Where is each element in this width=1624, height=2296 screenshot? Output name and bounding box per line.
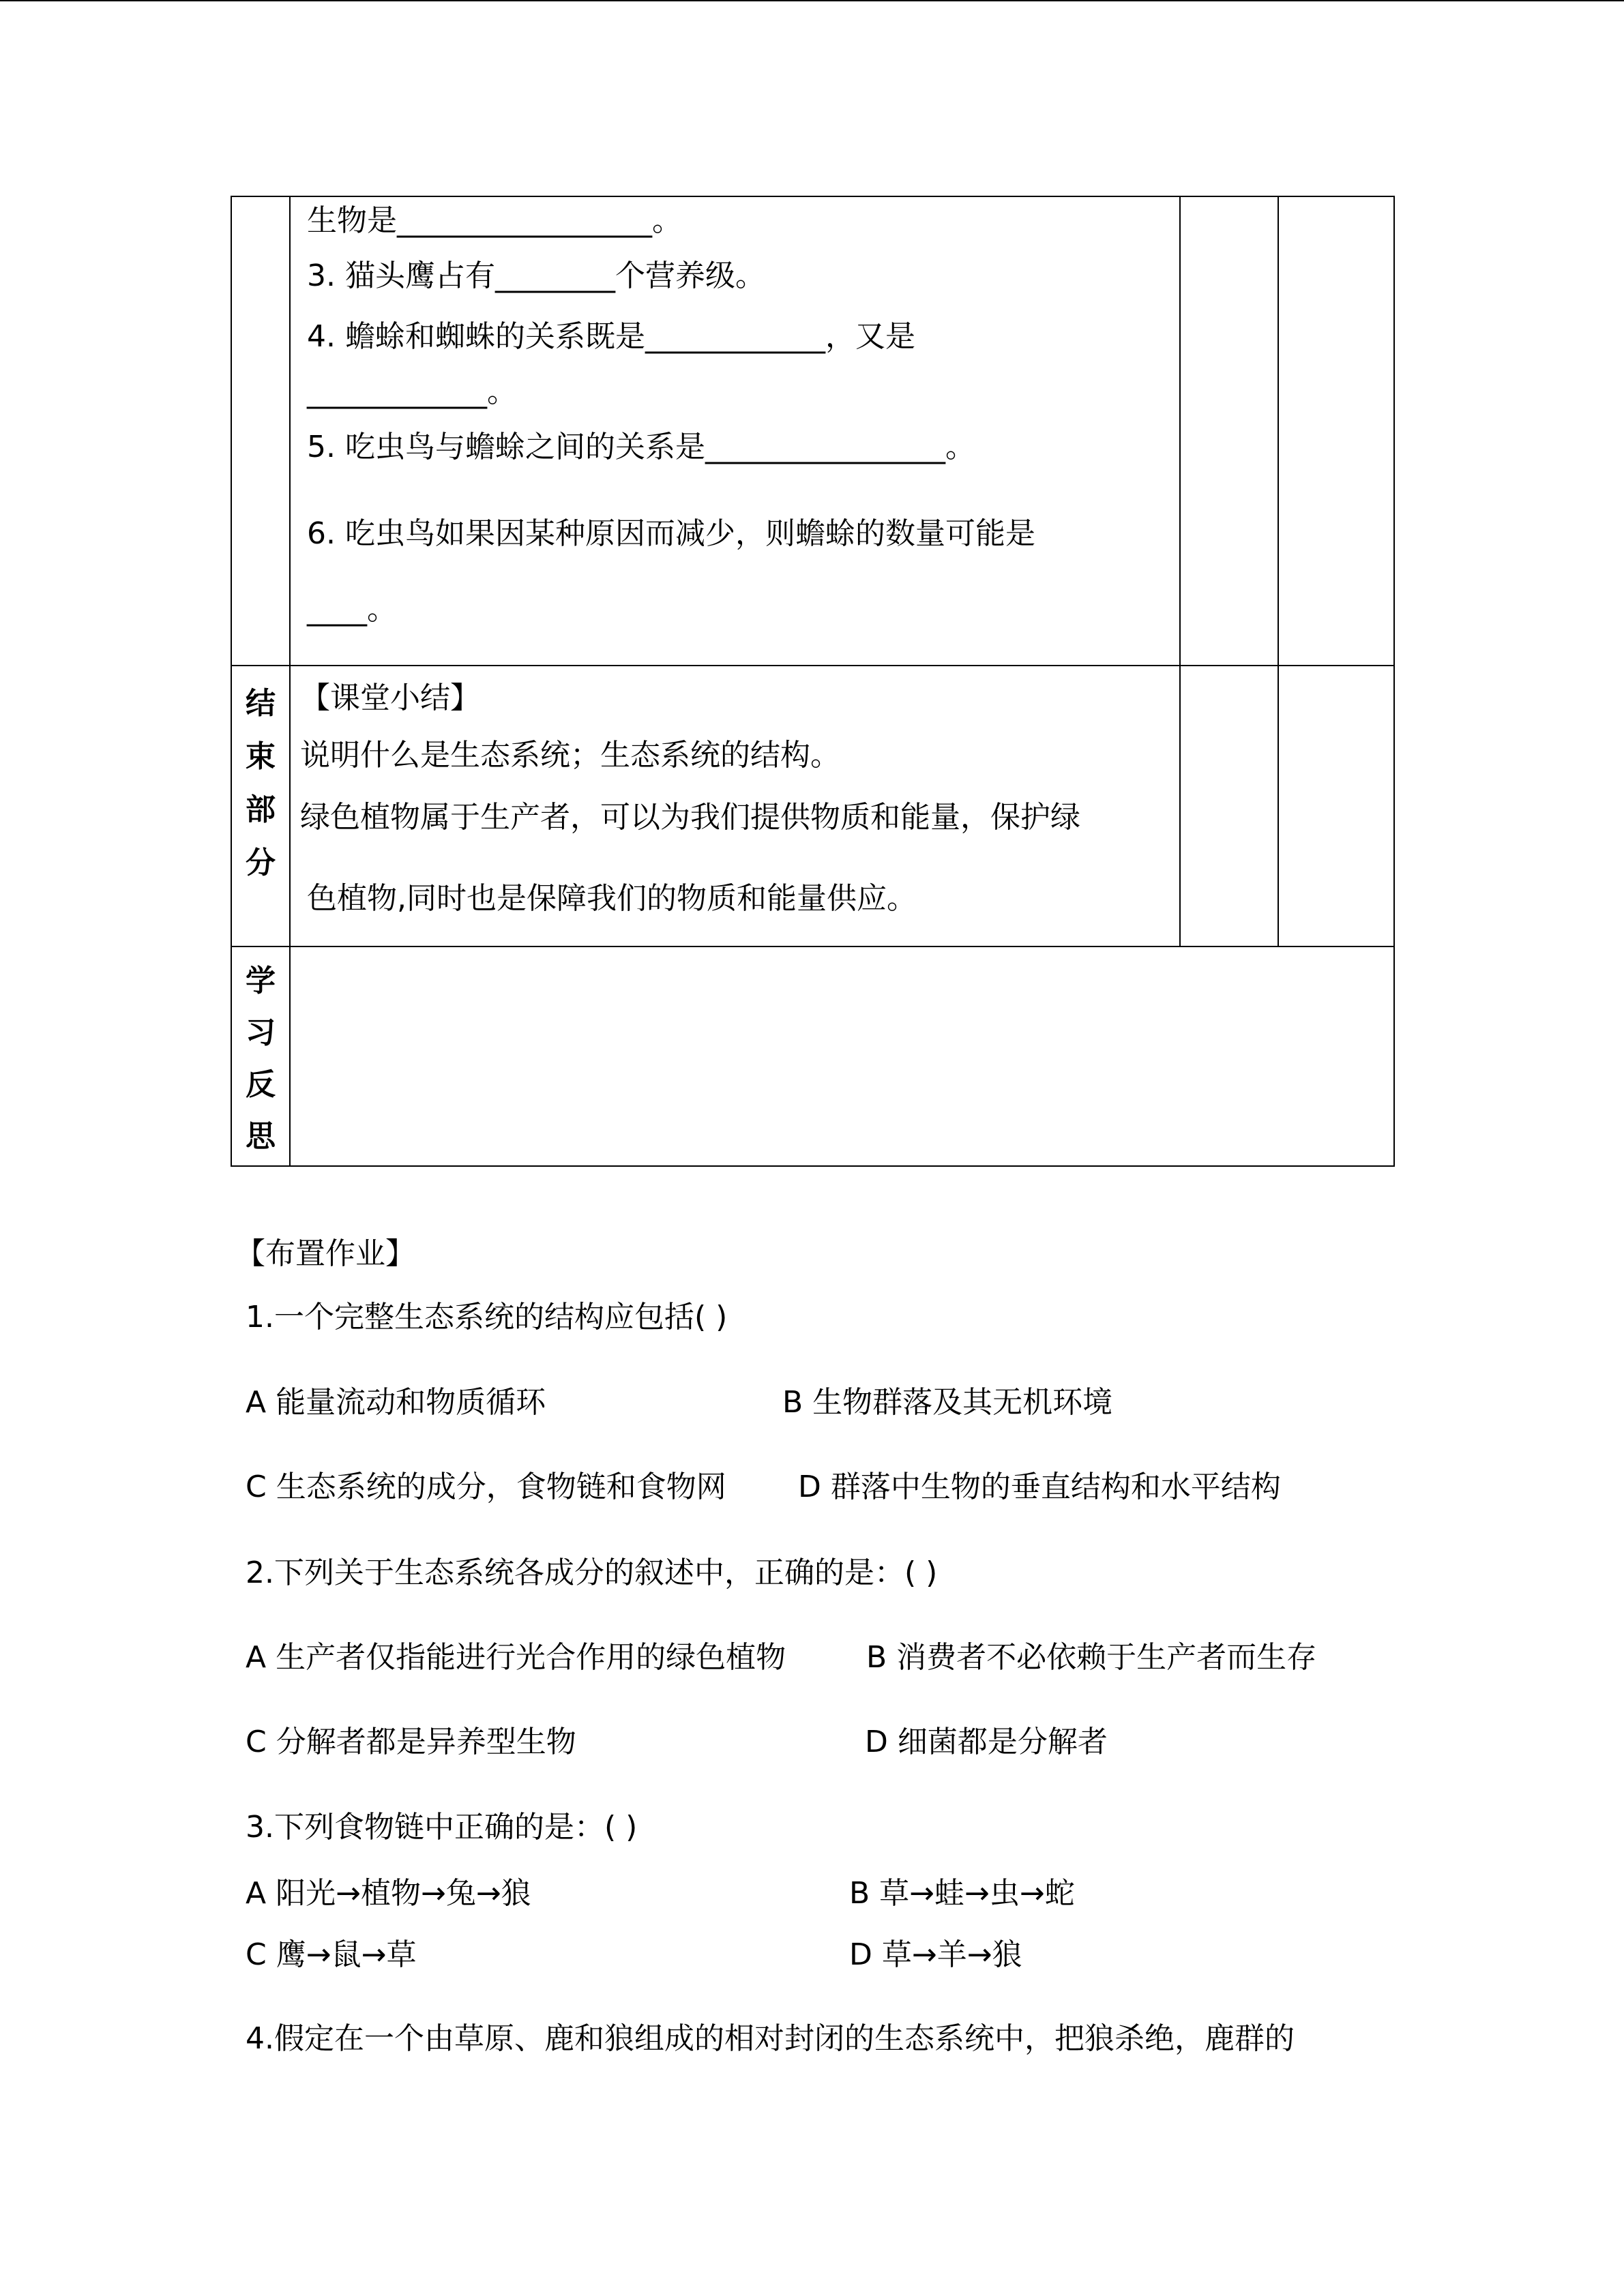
label-char: 学	[246, 964, 276, 998]
row2-col4-cell	[1278, 666, 1394, 946]
label-char: 思	[246, 1119, 276, 1154]
row2-content-cell	[290, 666, 1180, 946]
label-char: 反	[246, 1067, 276, 1102]
exercise-line-1: 生物是_________________。	[307, 203, 682, 238]
question-1-option-c: C 生态系统的成分，食物链和食物网	[246, 1470, 726, 1504]
exercise-line-6: 6. 吃虫鸟如果因某种原因而减少，则蟾蜍的数量可能是	[307, 516, 1035, 551]
reflection-section-label	[232, 947, 289, 1163]
question-3-option-d: D 草→羊→狼	[849, 1937, 1022, 1972]
exercise-line-2: 3. 猫头鹰占有________个营养级。	[307, 258, 765, 293]
label-char: 分	[246, 846, 276, 880]
top-border-line	[0, 0, 1624, 1]
label-char: 结	[246, 686, 276, 721]
row1-col3-cell	[1180, 196, 1278, 666]
question-2-option-c: C 分解者都是异养型生物	[246, 1725, 576, 1759]
question-3-option-a: A 阳光→植物→兔→狼	[246, 1876, 531, 1911]
row1-content-cell	[290, 196, 1180, 666]
homework-heading: 【布置作业】	[235, 1236, 415, 1271]
question-1-option-d: D 群落中生物的垂直结构和水平结构	[798, 1470, 1281, 1504]
label-char: 部	[246, 792, 276, 827]
question-2-option-b: B 消费者不必依赖于生产者而生存	[866, 1640, 1317, 1675]
question-4-stem: 4.假定在一个由草原、鹿和狼组成的相对封闭的生态系统中，把狼杀绝，鹿群的	[246, 2021, 1295, 2056]
question-3-option-c: C 鹰→鼠→草	[246, 1937, 417, 1972]
exercise-line-3: 4. 蟾蜍和蜘蛛的关系既是____________，又是	[307, 319, 915, 354]
row2-col3-cell	[1180, 666, 1278, 946]
question-1-stem: 1.一个完整生态系统的结构应包括( )	[246, 1300, 728, 1335]
question-1-option-a: A 能量流动和物质循环	[246, 1385, 546, 1420]
exercise-line-4: ____________。	[307, 374, 517, 409]
reflection-content-cell	[290, 946, 1394, 1166]
table-row-closing	[231, 666, 1394, 946]
question-1-option-b: B 生物群落及其无机环境	[782, 1385, 1113, 1420]
row1-label-cell	[231, 196, 290, 666]
question-2-stem: 2.下列关于生态系统各成分的叙述中，正确的是：( )	[246, 1555, 938, 1590]
lesson-table	[231, 196, 1395, 1167]
exercise-line-5: 5. 吃虫鸟与蟾蜍之间的关系是________________。	[307, 430, 975, 464]
question-3-stem: 3.下列食物链中正确的是：( )	[246, 1810, 638, 1845]
table-row-exercises	[231, 196, 1394, 666]
question-2-option-d: D 细菌都是分解者	[865, 1725, 1108, 1759]
question-3-option-b: B 草→蛙→虫→蛇	[849, 1876, 1075, 1911]
exercise-line-7: ____。	[307, 592, 397, 627]
label-char: 束	[246, 739, 276, 774]
question-2-option-a: A 生产者仅指能进行光合作用的绿色植物	[246, 1640, 786, 1675]
row1-col4-cell	[1278, 196, 1394, 666]
label-char: 习	[246, 1015, 276, 1050]
row3-label-cell	[231, 946, 290, 1166]
summary-heading: 【课堂小结】	[300, 681, 480, 715]
summary-line-3: 色植物,同时也是保障我们的物质和能量供应。	[307, 881, 917, 916]
summary-line-1: 说明什么是生态系统；生态系统的结构。	[300, 738, 840, 773]
row2-label-cell	[231, 666, 290, 946]
closing-section-label	[232, 666, 289, 890]
table-row-reflection	[231, 946, 1394, 1166]
summary-line-2: 绿色植物属于生产者，可以为我们提供物质和能量，保护绿	[300, 800, 1080, 835]
